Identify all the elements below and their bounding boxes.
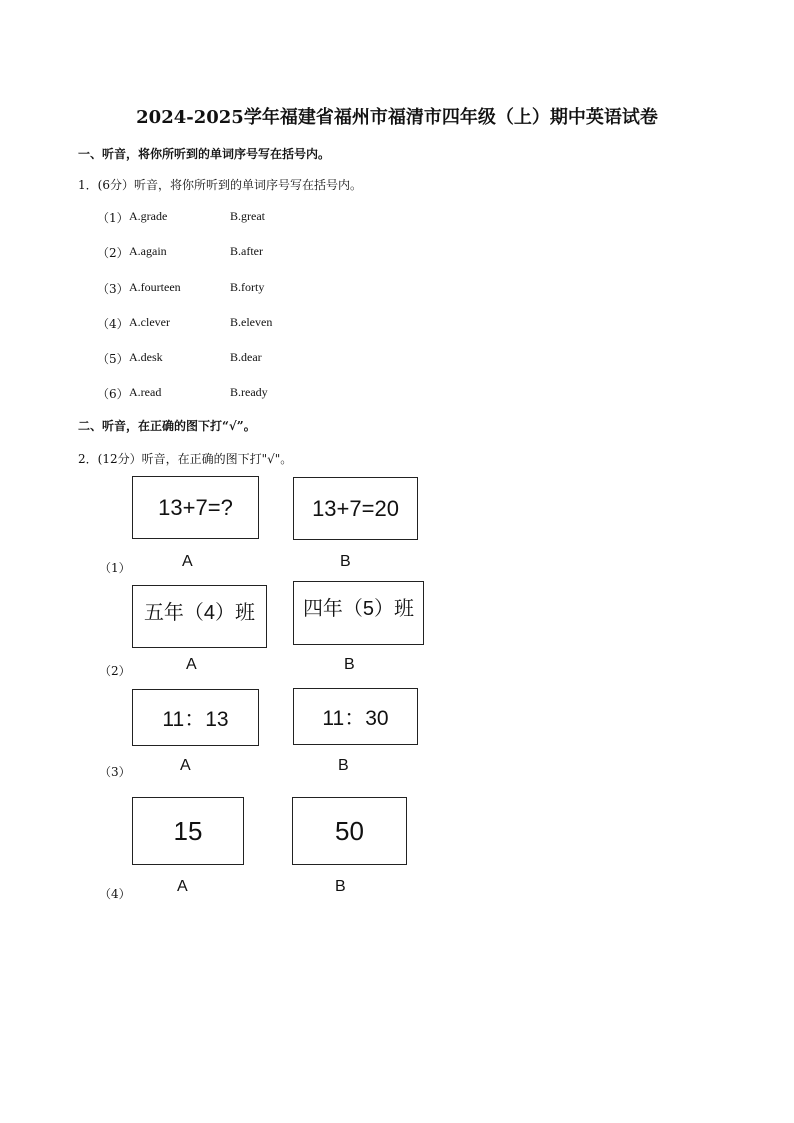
choice-label-a: A [182, 553, 193, 570]
option-b: B.dear [230, 350, 262, 364]
item-number: （3） [97, 282, 129, 296]
picture-box-b [293, 581, 424, 645]
option-b: B.ready [230, 385, 268, 399]
choice-label-b: B [340, 553, 351, 570]
picture-box-a [132, 689, 259, 746]
choice-label-a: A [186, 656, 197, 673]
item-number: （4） [97, 317, 129, 331]
option-b: B.eleven [230, 315, 273, 329]
page-title: 2024-2025学年福建省福州市福清市四年级（上）期中英语试卷 [136, 107, 658, 128]
picture-text: 50 [335, 815, 364, 846]
question-1-prompt: 1．(6分）听音，将你所听到的单词序号写在括号内。 [78, 178, 362, 192]
item-number: （2） [99, 664, 131, 678]
picture-text: 15 [173, 815, 203, 846]
picture-box-b [293, 688, 418, 745]
picture-box-a [132, 476, 259, 539]
option-a: A.clever [129, 315, 170, 329]
picture-box-b [293, 477, 418, 540]
picture-text: 13+7=? [158, 494, 233, 520]
item-number: （3） [99, 765, 131, 779]
picture-text: 四年（5）班 [302, 598, 415, 620]
section-1-heading: 一、听音，将你所听到的单词序号写在括号内。 [78, 147, 331, 161]
picture-text: 11：30 [322, 706, 389, 730]
choice-label-b: B [344, 656, 355, 673]
choice-label-a: A [180, 757, 191, 774]
item-number: （1） [97, 211, 129, 225]
option-b: B.after [230, 244, 263, 258]
choice-label-b: B [335, 878, 346, 895]
choice-label-a: A [177, 878, 188, 895]
option-a: A.desk [129, 350, 163, 364]
item-number: （4） [99, 887, 131, 901]
picture-box-a [132, 585, 267, 648]
option-a: A.again [129, 244, 167, 258]
option-a: A.grade [129, 209, 168, 223]
picture-box-a [132, 797, 244, 865]
picture-text: 11：13 [162, 707, 229, 731]
choice-label-b: B [338, 757, 349, 774]
question-2-prompt: 2．(12分）听音，在正确的图下打"√"。 [78, 452, 293, 466]
option-a: A.read [129, 385, 162, 399]
item-number: （1） [99, 561, 131, 575]
picture-text: 五年（4）班 [143, 602, 256, 624]
section-2-heading: 二、听音，在正确的图下打“√”。 [78, 419, 256, 433]
item-number: （6） [97, 387, 129, 401]
item-number: （2） [97, 246, 129, 260]
option-a: A.fourteen [129, 280, 181, 294]
item-number: （5） [97, 352, 129, 366]
option-b: B.forty [230, 280, 265, 294]
picture-box-b [292, 797, 407, 865]
picture-text: 13+7=20 [312, 495, 399, 521]
option-b: B.great [230, 209, 265, 223]
